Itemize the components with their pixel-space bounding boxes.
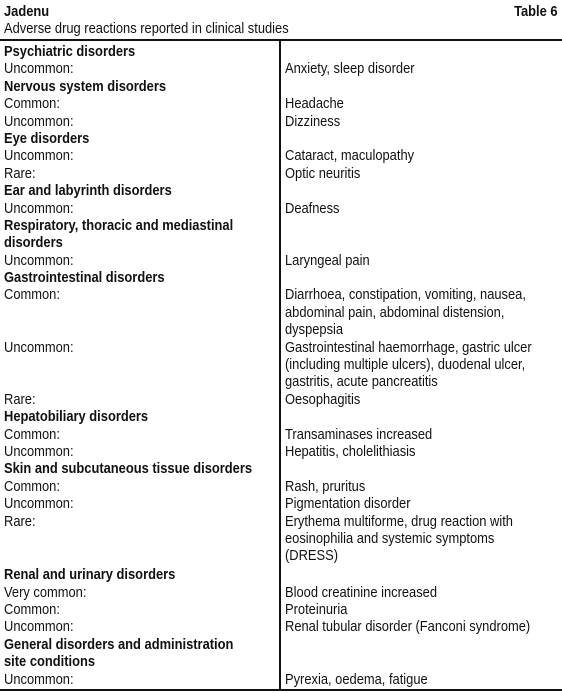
table-row <box>0 584 562 601</box>
frequency-label: Common: <box>4 286 60 304</box>
category-label-line: Respiratory, thoracic and mediastinal <box>4 216 234 234</box>
frequency-label: Common: <box>4 600 60 618</box>
category-label-line: disorders <box>4 234 63 252</box>
table-row <box>0 426 562 443</box>
reaction-line: Cataract, maculopathy <box>285 147 415 165</box>
category-label-line: Renal and urinary disorders <box>4 566 176 584</box>
category-label-line: Hepatobiliary disorders <box>4 408 149 426</box>
frequency-label: Uncommon: <box>4 112 74 130</box>
category-label-line: Gastrointestinal disorders <box>4 269 165 287</box>
reaction-text <box>285 513 560 565</box>
category-label-line: General disorders and administration <box>4 635 234 653</box>
reaction-line: gastritis, acute pancreatitis <box>285 373 438 391</box>
reaction-line: Oesophagitis <box>285 390 361 408</box>
reaction-text <box>285 147 560 164</box>
table-row <box>0 95 562 112</box>
reaction-text <box>285 478 560 495</box>
category-row <box>0 636 562 671</box>
reaction-line: Gastrointestinal haemorrhage, gastric ulcer <box>285 338 532 356</box>
category-label-line: Nervous system disorders <box>4 77 167 95</box>
reaction-line: Headache <box>285 95 344 113</box>
bottom-rule <box>0 689 562 691</box>
category-label-line: Eye disorders <box>4 129 90 147</box>
table-row <box>0 165 562 182</box>
category-row <box>0 217 562 252</box>
category-label <box>4 636 279 671</box>
reaction-line: Transaminases increased <box>285 425 433 443</box>
category-label <box>4 408 279 425</box>
frequency-label: Rare: <box>4 512 36 530</box>
reaction-text <box>285 339 560 391</box>
reaction-text <box>285 165 560 182</box>
reaction-line: abdominal pain, abdominal distension, <box>285 303 505 321</box>
table-row <box>0 443 562 460</box>
frequency-label: Uncommon: <box>4 495 74 513</box>
category-label <box>4 460 279 477</box>
frequency-label: Uncommon: <box>4 147 74 165</box>
top-rule <box>0 39 562 41</box>
reaction-text <box>285 584 560 601</box>
reaction-line: Deafness <box>285 199 340 217</box>
reaction-line: Rash, pruritus <box>285 477 366 495</box>
category-row <box>0 43 562 60</box>
table-row <box>0 200 562 217</box>
table-row <box>0 618 562 635</box>
frequency-label: Uncommon: <box>4 251 74 269</box>
table-row <box>0 478 562 495</box>
table-row <box>0 671 562 688</box>
category-row <box>0 269 562 286</box>
reaction-text <box>285 200 560 217</box>
reaction-line: (DRESS) <box>285 547 339 565</box>
reaction-line: Dizziness <box>285 112 341 130</box>
reaction-line: Blood creatinine increased <box>285 583 438 601</box>
category-row <box>0 130 562 147</box>
category-label-line: site conditions <box>4 653 96 671</box>
reaction-text <box>285 671 560 688</box>
category-label <box>4 130 279 147</box>
reaction-line: Optic neuritis <box>285 164 361 182</box>
reaction-text <box>285 618 560 635</box>
category-label-line: Ear and labyrinth disorders <box>4 182 172 200</box>
table-row <box>0 252 562 269</box>
frequency-label: Uncommon: <box>4 670 74 688</box>
category-label-line: Psychiatric disorders <box>4 43 136 60</box>
table-row <box>0 286 562 338</box>
frequency-label: Uncommon: <box>4 60 74 78</box>
frequency-label: Uncommon: <box>4 443 74 461</box>
reaction-text <box>285 113 560 130</box>
reaction-text <box>285 252 560 269</box>
category-label <box>4 78 279 95</box>
reaction-line: Laryngeal pain <box>285 251 370 269</box>
reaction-line: Renal tubular disorder (Fanconi syndrome) <box>285 618 531 636</box>
reaction-line: Pyrexia, oedema, fatigue <box>285 670 428 688</box>
table-number: Table 6 <box>514 3 558 20</box>
reaction-line: Anxiety, sleep disorder <box>285 60 415 78</box>
category-label <box>4 43 279 60</box>
reaction-line: Pigmentation disorder <box>285 495 411 513</box>
frequency-label: Uncommon: <box>4 338 74 356</box>
table-row <box>0 339 562 391</box>
table-row <box>0 601 562 618</box>
category-label-line: Skin and subcutaneous tissue disorders <box>4 460 253 478</box>
table-row <box>0 495 562 512</box>
reaction-line: Diarrhoea, constipation, vomiting, nausea, <box>285 286 526 304</box>
adverse-reactions-table <box>0 43 562 688</box>
reaction-line: Hepatitis, cholelithiasis <box>285 443 416 461</box>
reaction-text <box>285 443 560 460</box>
drug-name: Jadenu <box>4 3 50 20</box>
category-row <box>0 460 562 477</box>
table-row <box>0 391 562 408</box>
reaction-line: (including multiple ulcers), duodenal ulcer, <box>285 356 526 374</box>
category-label <box>4 269 279 286</box>
reaction-line: Erythema multiforme, drug reaction with <box>285 512 513 530</box>
frequency-label: Rare: <box>4 164 36 182</box>
frequency-label: Uncommon: <box>4 199 74 217</box>
table-row <box>0 60 562 77</box>
category-label <box>4 566 279 583</box>
category-label <box>4 217 279 252</box>
reaction-text <box>285 391 560 408</box>
table-subtitle: Adverse drug reactions reported in clinical studies <box>4 20 289 37</box>
frequency-label: Very common: <box>4 583 87 601</box>
reaction-text <box>285 286 560 338</box>
category-label <box>4 182 279 199</box>
reaction-text <box>285 426 560 443</box>
frequency-label: Uncommon: <box>4 618 74 636</box>
reaction-text <box>285 95 560 112</box>
table-header <box>4 3 558 39</box>
table-row <box>0 113 562 130</box>
reaction-text <box>285 601 560 618</box>
table-row <box>0 147 562 164</box>
frequency-label: Common: <box>4 477 60 495</box>
reaction-text <box>285 495 560 512</box>
frequency-label: Common: <box>4 425 60 443</box>
category-row <box>0 78 562 95</box>
table-row <box>0 513 562 567</box>
category-row <box>0 182 562 199</box>
reaction-line: eosinophilia and systemic symptoms <box>285 530 495 547</box>
reaction-line: Proteinuria <box>285 600 348 618</box>
frequency-label: Rare: <box>4 390 36 408</box>
reaction-line: dyspepsia <box>285 321 344 339</box>
reaction-text <box>285 60 560 77</box>
category-row <box>0 408 562 425</box>
frequency-label: Common: <box>4 95 60 113</box>
category-row <box>0 566 562 583</box>
